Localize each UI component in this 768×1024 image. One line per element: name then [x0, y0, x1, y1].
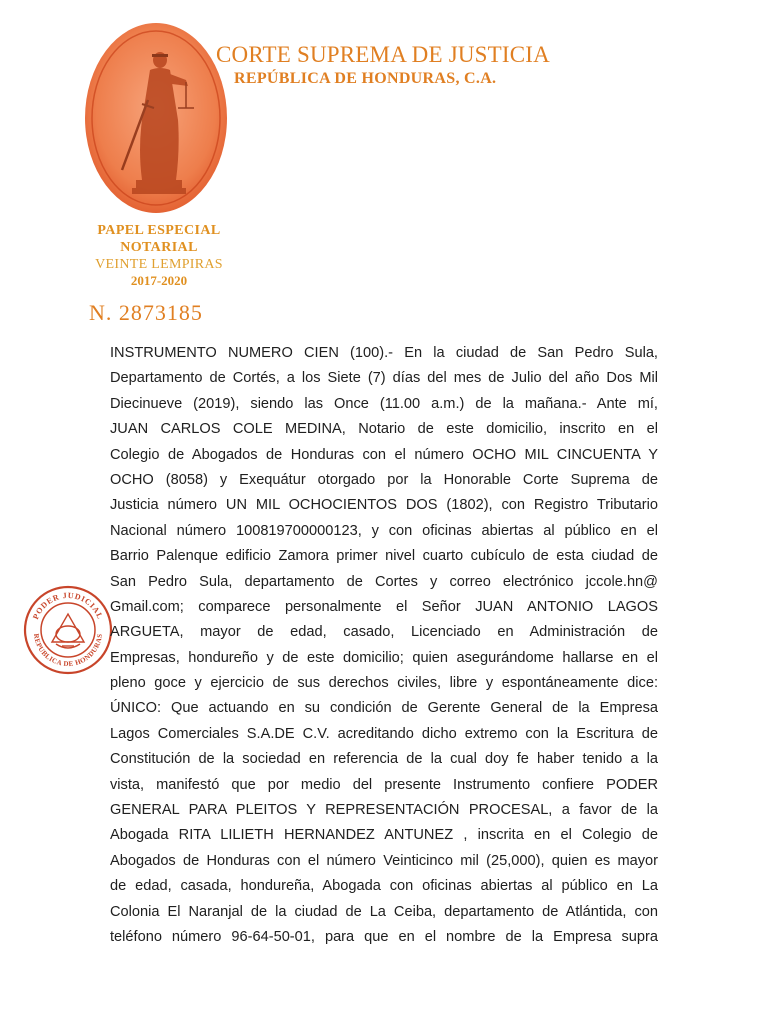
serial-number: N. 2873185	[89, 300, 203, 325]
body-text-line: Colegio de Abogados de Honduras con el número OCHO MIL CINCUENTA Y	[110, 446, 658, 463]
body-text-line: ARGUETA, mayor de edad, casado, Licenciado en Administración de	[110, 624, 658, 641]
justice-figure-seal-icon	[82, 20, 230, 216]
stamp-top-text: PODER JUDICIAL	[31, 590, 105, 621]
paper-label-line-3: VEINTE LEMPIRAS	[95, 257, 223, 272]
body-text-line: JUAN CARLOS COLE MEDINA, Notario de este domicilio, inscrito en el	[110, 421, 658, 438]
body-text-line: pleno goce y ejercicio de sus derechos civiles, libre y espontáneamente dice:	[110, 675, 658, 692]
body-text-line: Barrio Palenque edificio Zamora primer nivel cuarto cubículo de esta ciudad de	[110, 548, 658, 565]
body-text-line: Nacional número 100819700000123, y con oficinas abiertas al público en el	[110, 522, 658, 539]
body-text-line: teléfono número 96-64-50-01, para que en el nombre de la Empresa supra	[110, 928, 658, 945]
body-text-line: Empresas, hondureño y de este domicilio; quien asegurándome hallarse en el	[110, 649, 658, 666]
court-title: CORTE SUPREMA DE JUSTICIA	[216, 42, 550, 67]
body-text-line: INSTRUMENTO NUMERO CIEN (100).- En la ciudad de San Pedro Sula,	[110, 345, 658, 361]
body-text-line: Colonia El Naranjal de la ciudad de La Ceiba, departamento de Atlántida, con	[110, 903, 658, 920]
body-text-line: Abogados de Honduras con el número Veinticinco mil (25,000), quien es mayor	[110, 852, 658, 869]
poder-judicial-stamp-icon	[22, 584, 114, 676]
body-text-line: Gmail.com; comparece personalmente el Señor JUAN ANTONIO LAGOS	[110, 598, 658, 615]
body-text-line: GENERAL PARA PLEITOS Y REPRESENTACIÓN PROCESAL, a favor de la	[110, 802, 658, 819]
paper-label-line-2: NOTARIAL	[120, 240, 198, 255]
paper-label-line-1: PAPEL ESPECIAL	[97, 223, 221, 238]
body-text-line: Constitución de la sociedad en referencia de la cual doy fe haber tenido a la	[110, 751, 658, 768]
body-text-line: Departamento de Cortés, a los Siete (7) días del mes de Julio del año Dos Mil	[110, 370, 658, 387]
body-text-line: vista, manifestó que por medio del presente Instrumento confiere PODER	[110, 776, 658, 793]
stamp-bottom-text: REPUBLICA DE HONDURAS	[31, 633, 104, 669]
body-text-line: ÚNICO: Que actuando en su condición de Gerente General de la Empresa	[110, 700, 658, 717]
body-text-line: Lagos Comerciales S.A.DE C.V. acreditando dicho extremo con la Escritura de	[110, 725, 658, 742]
instrument-body-text	[110, 341, 658, 950]
body-text-line: Diecinueve (2019), siendo las Once (11.00 a.m.) de la mañana.- Ante mí,	[110, 395, 658, 412]
body-text-line: Justicia número UN MIL OCHOCIENTOS DOS (1802), con Registro Tributario	[110, 497, 658, 514]
body-text-line: San Pedro Sula, departamento de Cortes y correo electrónico jccole.hn@	[110, 573, 658, 590]
notarial-paper-label	[84, 222, 234, 289]
body-text-line: Abogada RITA LILIETH HERNANDEZ ANTUNEZ , inscrita en el Colegio de	[110, 827, 658, 844]
republic-subtitle: REPÚBLICA DE HONDURAS, C.A.	[234, 70, 497, 87]
body-text-line: OCHO (8058) y Exequátur otorgado por la Honorable Corte Suprema de	[110, 471, 658, 488]
paper-label-line-4: 2017-2020	[130, 273, 188, 288]
body-text-line: de edad, casada, hondureña, Abogada con oficinas abiertas al público en La	[110, 878, 658, 895]
